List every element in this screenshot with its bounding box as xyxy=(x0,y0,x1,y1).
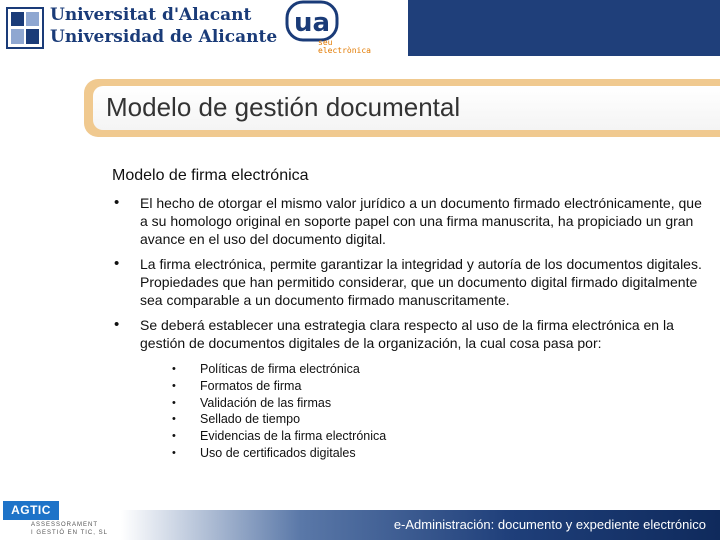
electronica-label: electrònica xyxy=(318,46,371,55)
sub-bullet-list xyxy=(172,361,702,462)
ua-logo-icon xyxy=(283,0,343,44)
bullet-item: • El hecho de otorgar el mismo valor jurídico a un documento firmado electrónicamente, que a su homologo original en soporte papel con una firma manuscrita, ha propiciado un gran avance en el uso del documento digital. xyxy=(112,194,702,248)
sub-bullet-item: • Evidencias de la firma electrónica xyxy=(172,428,702,445)
agtic-tagline-2: I GESTIÓ EN TIC, SL xyxy=(31,530,108,536)
ua-logo-text: ua xyxy=(293,8,331,38)
agtic-tagline-1: ASSESSORAMENT xyxy=(31,522,99,528)
bullet-item-text: Se deberá establecer una estrategia clara respecto al uso de la firma electrónica en la gestión de documentos digitales de la organización, la cual cosa pasa por: xyxy=(140,317,674,351)
header-banner xyxy=(408,0,720,56)
section-title: Modelo de firma electrónica xyxy=(112,167,309,184)
sub-bullet-item: • Sellado de tiempo xyxy=(172,411,702,428)
seu-label: seu xyxy=(318,38,333,47)
sub-bullet-item: • Formatos de firma xyxy=(172,378,702,395)
agtic-logo-mark: AGTIC xyxy=(3,501,59,520)
university-shield-icon xyxy=(6,7,44,49)
sub-bullet-item: • Validación de las firmas xyxy=(172,395,702,412)
header xyxy=(0,0,720,56)
university-name-valencian: Universitat d'Alacant xyxy=(50,5,252,25)
sub-bullet-item: • Uso de certificados digitales xyxy=(172,445,702,462)
bullet-item: • La firma electrónica, permite garantizar la integridad y autoría de los documentos digitales. Propiedades que han permitido considerar, que un documento digital firmado digitalmente sea comparable a un documento firmado manuscritamente. xyxy=(112,255,702,309)
sub-bullet-item: • Políticas de firma electrónica xyxy=(172,361,702,378)
university-logo xyxy=(2,3,278,51)
agtic-logo xyxy=(3,501,115,539)
bullet-list xyxy=(112,194,702,469)
bullet-item xyxy=(112,316,702,462)
footer-bar xyxy=(121,510,720,540)
university-name-spanish: Universidad de Alicante xyxy=(50,27,278,47)
seu-electronica-logo xyxy=(283,0,393,56)
footer-text: e-Administración: documento y expediente electrónico xyxy=(393,517,706,532)
slide-title: Modelo de gestión documental xyxy=(106,92,461,122)
